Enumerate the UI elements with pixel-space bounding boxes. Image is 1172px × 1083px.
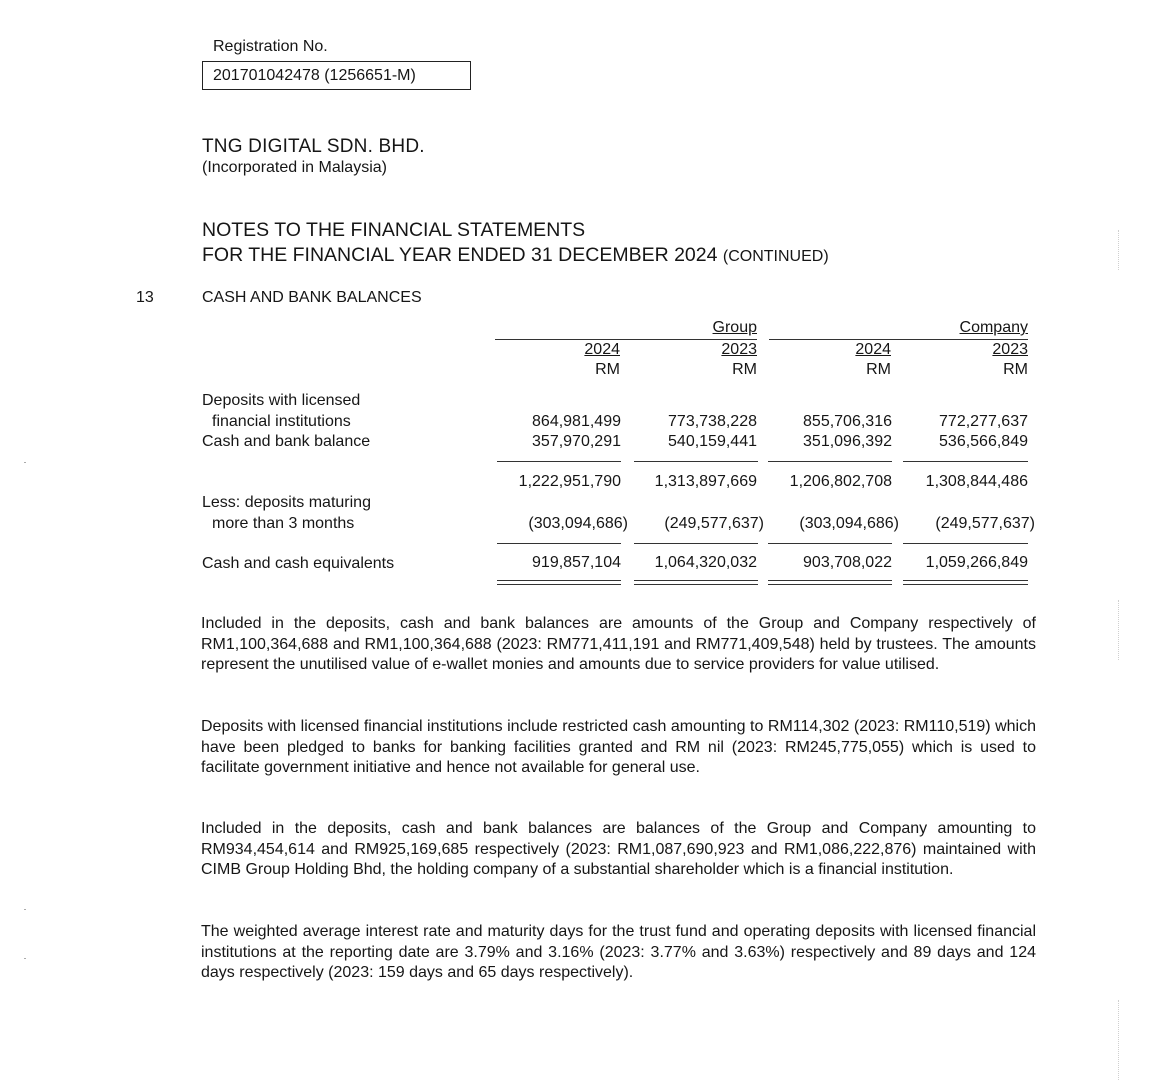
table-cell: 357,970,291 (532, 433, 621, 450)
company-name: TNG DIGITAL SDN. BHD. (202, 136, 425, 157)
scan-mark (24, 462, 26, 463)
table-cell: 772,277,637 (939, 413, 1028, 430)
table-cell: 1,308,844,486 (925, 473, 1028, 490)
scan-mark (24, 909, 26, 910)
table-cell: 536,566,849 (939, 433, 1028, 450)
table-cell: (249,577,637) (664, 515, 764, 532)
currency-group-2023: RM (732, 361, 757, 378)
table-cell: 1,222,951,790 (518, 473, 621, 490)
year-header-company-2024: 2024 (855, 341, 891, 358)
row-label-deposits-2: financial institutions (212, 413, 351, 430)
company-column-header: Company (959, 319, 1028, 336)
table-cell: 773,738,228 (668, 413, 757, 430)
table-cell: 351,096,392 (803, 433, 892, 450)
total-rule (497, 543, 621, 544)
total-double-rule (903, 580, 1028, 585)
table-cell: 1,064,320,032 (654, 554, 757, 571)
row-label-less-1: Less: deposits maturing (202, 494, 371, 511)
row-label-cash: Cash and bank balance (202, 433, 371, 450)
subtotal-rule (634, 461, 758, 462)
company-header-rule (769, 339, 1028, 340)
table-cell: 903,708,022 (803, 554, 892, 571)
currency-group-2024: RM (595, 361, 620, 378)
scan-edge-mark (1118, 600, 1120, 660)
year-header-group-2023: 2023 (721, 341, 757, 358)
table-cell: 1,313,897,669 (654, 473, 757, 490)
incorporation-note: (Incorporated in Malaysia) (202, 159, 387, 176)
scan-edge-mark (1118, 230, 1120, 270)
total-double-rule (497, 580, 621, 585)
total-rule (634, 543, 758, 544)
scan-edge-mark (1118, 1000, 1120, 1080)
registration-number-box: 201701042478 (1256651-M) (202, 61, 471, 90)
total-rule (768, 543, 892, 544)
note-paragraph-interest-rate: The weighted average interest rate and maturity days for the trust fund and operating deposits with licensed financial institutions at the reporting date are 3.79% and 3.16% (2023: 3.77% and 3.63%) respectively and 89 days and 124 days respectively (2023: 159 days and 65 days respectively). (201, 923, 1036, 981)
year-header-company-2023: 2023 (992, 341, 1028, 358)
group-column-header: Group (712, 319, 757, 336)
note-paragraph-trustees: Included in the deposits, cash and bank balances are amounts of the Group and Company respectively of RM1,100,364,688 and RM1,100,364,688 (2023: RM771,411,191 and RM771,409,548) held by trustees. The amounts represent the unutilised value of e-wallet monies and amounts due to service providers for value utilised. (201, 615, 1036, 673)
table-cell: 1,059,266,849 (925, 554, 1028, 571)
page-title-suffix: (CONTINUED) (722, 248, 829, 265)
page-title-line1: NOTES TO THE FINANCIAL STATEMENTS (202, 219, 586, 241)
subtotal-rule (497, 461, 621, 462)
page-title-line2-text: FOR THE FINANCIAL YEAR ENDED 31 DECEMBER 2024 (202, 244, 718, 266)
table-cell: (303,094,686) (528, 515, 628, 532)
table-cell: 919,857,104 (532, 554, 621, 571)
table-cell: 1,206,802,708 (789, 473, 892, 490)
note-number: 13 (136, 289, 154, 306)
currency-company-2023: RM (1003, 361, 1028, 378)
row-label-deposits-1: Deposits with licensed (202, 392, 361, 409)
year-header-group-2024: 2024 (584, 341, 620, 358)
row-label-less-2: more than 3 months (212, 515, 355, 532)
note-paragraph-cimb: Included in the deposits, cash and bank balances are balances of the Group and Company amounting to RM934,454,614 and RM925,169,685 respectively (2023: RM1,087,690,923 and RM1,086,222,876) maintained with CIMB Group Holding Bhd, the holding company of a substantial shareholder which is a financial institution. (201, 820, 1036, 878)
group-header-rule (495, 339, 757, 340)
subtotal-rule (768, 461, 892, 462)
total-double-rule (768, 580, 892, 585)
table-cell: (303,094,686) (799, 515, 899, 532)
table-cell: (249,577,637) (935, 515, 1035, 532)
note-title: CASH AND BANK BALANCES (202, 289, 422, 306)
table-cell: 864,981,499 (532, 413, 621, 430)
note-paragraph-restricted-cash: Deposits with licensed financial institutions include restricted cash amounting to RM114,302 (2023: RM110,519) which have been pledged to banks for banking facilities granted and RM nil (2023: RM245,775,055) which is used to facilitate government initiative and hence not available for general use. (201, 718, 1036, 776)
table-cell: 540,159,441 (668, 433, 757, 450)
subtotal-rule (903, 461, 1028, 462)
total-double-rule (634, 580, 758, 585)
total-rule (903, 543, 1028, 544)
page-title-line2 (202, 244, 829, 267)
table-cell: 855,706,316 (803, 413, 892, 430)
registration-label: Registration No. (213, 38, 328, 55)
row-label-cce: Cash and cash equivalents (202, 555, 395, 572)
scan-mark (24, 958, 26, 959)
currency-company-2024: RM (866, 361, 891, 378)
